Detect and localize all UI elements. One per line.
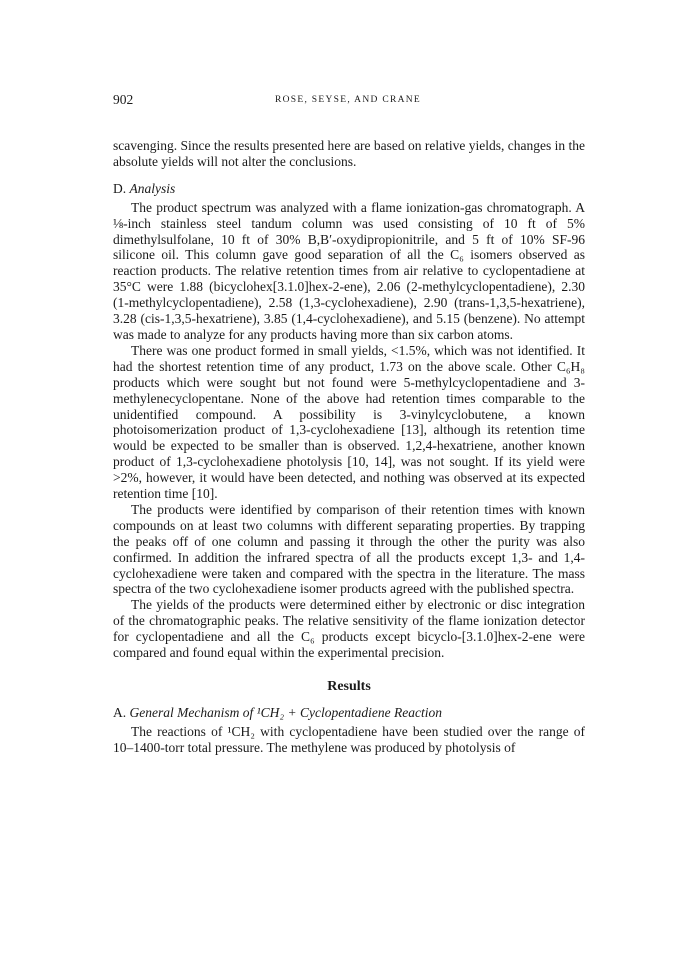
section-a-heading: [113, 705, 585, 721]
paragraph-reactions: The reactions of ¹CH₂ with cyclopentadiene have been studied over the range of 10–1400-torr total pressure. The methylene was produced by photolysis of: [113, 723, 585, 755]
running-header-authors: ROSE, SEYSE, AND CRANE: [274, 95, 422, 105]
paragraph-identification: The products were identified by comparison of their retention times with known compounds on at least two columns with different separating properties. By trapping the peaks off of one column and passing it through the other the purity was also confirmed. In addition the infrared spectra of all the products except 1,3- and 1,4-cyclohexadiene were taken and compared with the spectra in the literature. The mass spectra of the two cyclohexadiene isomer products agreed with the published spectra.: [113, 501, 585, 597]
article-body: [113, 138, 585, 756]
paragraph-yields: The yields of the products were determined either by electronic or disc integration of the chromatographic peaks. The relative sensitivity of the flame ionization detector for cyclopentadiene and all the C₆ products except bicyclo-[3.1.0]hex-2-ene were compared and found equal within the experimental precision.: [113, 597, 585, 661]
paragraph-unidentified-product: There was one product formed in small yields, <1.5%, which was not identified. It had the shortest retention time of any product, 1.73 on the above scale. Other C₆H₈ products which were sought but not found were 5-methylcyclopentadiene and 3-methylenecyclopentane. None of the above had retention times comparable to the unidentified compound. A possibility is 3-vinylcyclobutene, a known photoisomerization product of 1,3-cyclohexadiene [13], although its retention time would be expected to be smaller than is observed. 1,2,4-hexatriene, another known product of 1,3-cyclohexadiene photolysis [10, 14], was not sought. If its yield were >2%, however, it would have been detected, and nothing was observed at its expected retention time [10].: [113, 342, 585, 502]
paragraph-analysis: The product spectrum was analyzed with a flame ionization-gas chromatograph. A ⅛-inch stainless steel tandum column was used consisting of 10 ft of 5% dimethylsulfolane, 10 ft of 30% B,B′-oxydipropionitrile, and 5 ft of 10% SF-96 silicone oil. This column gave good separation of all the C₆ isomers observed as reaction products. The relative retention times from air relative to cyclopentadiene at 35°C were 1.88 (bicyclohex[3.1.0]hex-2-ene), 2.06 (2-methylcyclopentadiene), 2.30 (1-methylcyclopentadiene), 2.58 (1,3-cyclohexadiene), 2.90 (trans-1,3,5-hexatriene), 3.28 (cis-1,3,5-hexatriene), 3.85 (1,4-cyclohexadiene), and 5.15 (benzene). No attempt was made to analyze for any products having more than six carbon atoms.: [113, 199, 585, 342]
section-d-label: D.: [113, 180, 127, 196]
section-d-heading: [113, 181, 585, 197]
section-a-label: A.: [113, 704, 127, 720]
page-number: 902: [113, 92, 134, 107]
paragraph-scavenging: scavenging. Since the results presented here are based on relative yields, changes in the absolute yields will not alter the conclusions.: [113, 138, 585, 169]
section-a-title: General Mechanism of ¹CH₂ + Cyclopentadiene Reaction: [129, 704, 443, 720]
results-heading: Results: [327, 679, 371, 694]
section-d-title: Analysis: [129, 180, 176, 196]
